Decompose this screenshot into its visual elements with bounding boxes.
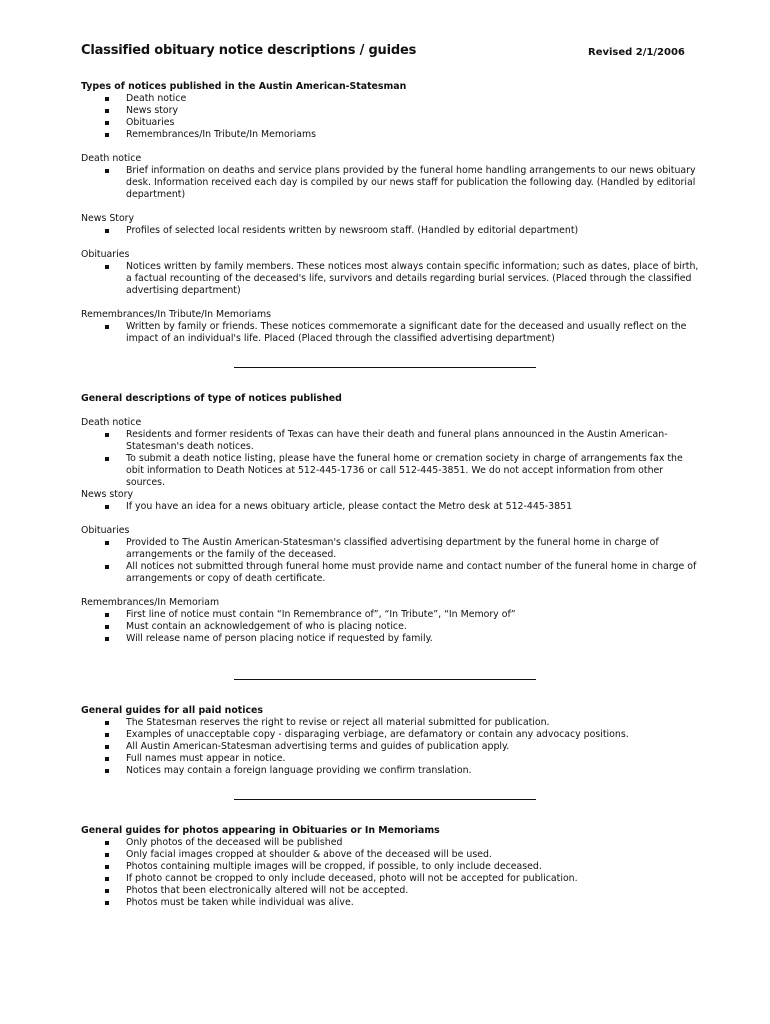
section-heading: Types of notices published in the Austin American-Statesman bbox=[81, 81, 407, 92]
list-item: Only photos of the deceased will be published bbox=[81, 837, 701, 849]
bullet-list bbox=[81, 837, 701, 909]
list-item: News story bbox=[81, 105, 701, 117]
list-item: Photos that been electronically altered will not be accepted. bbox=[81, 885, 701, 897]
section-heading: General descriptions of type of notices published bbox=[81, 393, 342, 404]
list-item: Brief information on deaths and service plans provided by the funeral home handling arrangements to our news obituary desk. Information received each day is compiled by our news staff for publication the following day. (Handled by editorial department) bbox=[81, 165, 701, 201]
list-item: Notices may contain a foreign language providing we confirm translation. bbox=[81, 765, 701, 777]
bullet-list bbox=[81, 321, 701, 345]
divider-rule bbox=[234, 367, 536, 368]
bullet-list bbox=[81, 225, 701, 237]
list-item: All notices not submitted through funeral home must provide name and contact number of the funeral home in charge of arrangements or copy of death certificate. bbox=[81, 561, 701, 585]
bullet-list bbox=[81, 429, 701, 489]
bullet-list bbox=[81, 93, 701, 141]
list-item: Will release name of person placing notice if requested by family. bbox=[81, 633, 701, 645]
list-item: Must contain an acknowledgement of who is placing notice. bbox=[81, 621, 701, 633]
subsection-heading: News Story bbox=[81, 213, 135, 224]
document-title: Classified obituary notice descriptions / guides bbox=[81, 43, 417, 58]
list-item: To submit a death notice listing, please have the funeral home or cremation society in charge of arrangements fax the obit information to Death Notices at 512-445-1736 or call 512-445-3851. We do not accept information from other sources. bbox=[81, 453, 701, 489]
remembrances-section bbox=[81, 309, 701, 345]
subsection-heading: Remembrances/In Tribute/In Memoriams bbox=[81, 309, 271, 320]
list-item: Provided to The Austin American-Statesman's classified advertising department by the funeral home in charge of arrangements or the family of the deceased. bbox=[81, 537, 701, 561]
news-story-section bbox=[81, 213, 701, 237]
bullet-list bbox=[81, 609, 701, 645]
list-item: First line of notice must contain “In Remembrance of”, “In Tribute”, “In Memory of” bbox=[81, 609, 701, 621]
list-item: Remembrances/In Tribute/In Memoriams bbox=[81, 129, 701, 141]
list-item: Residents and former residents of Texas can have their death and funeral plans announced in the Austin American-Statesman's death notices. bbox=[81, 429, 701, 453]
types-section bbox=[81, 81, 701, 141]
photos-section bbox=[81, 825, 701, 909]
list-item: All Austin American-Statesman advertising terms and guides of publication apply. bbox=[81, 741, 701, 753]
list-item: Photos containing multiple images will be cropped, if possible, to only include deceased. bbox=[81, 861, 701, 873]
divider-rule bbox=[234, 799, 536, 800]
list-item: Full names must appear in notice. bbox=[81, 753, 701, 765]
subsection-heading: Death notice bbox=[81, 153, 142, 164]
paid-notices-section bbox=[81, 705, 701, 777]
list-item: Notices written by family members. These notices most always contain specific information; such as dates, place of birth, a factual recounting of the deceased's life, survivors and details regarding burial services. (Placed through the classified advertising department) bbox=[81, 261, 701, 297]
bullet-list bbox=[81, 165, 701, 201]
subsection-heading: Obituaries bbox=[81, 525, 130, 536]
gd-death-notice-section bbox=[81, 417, 701, 489]
bullet-list bbox=[81, 717, 701, 777]
subsection-heading: Death notice bbox=[81, 417, 142, 428]
list-item: Photos must be taken while individual was alive. bbox=[81, 897, 701, 909]
list-item: The Statesman reserves the right to revise or reject all material submitted for publication. bbox=[81, 717, 701, 729]
section-heading: General guides for all paid notices bbox=[81, 705, 263, 716]
revision-date: Revised 2/1/2006 bbox=[588, 47, 685, 58]
list-item: Death notice bbox=[81, 93, 701, 105]
bullet-list bbox=[81, 261, 701, 297]
divider-rule bbox=[234, 679, 536, 680]
list-item: Written by family or friends. These notices commemorate a significant date for the deceased and usually reflect on the impact of an individual's life. Placed (Placed through the classified advertising department) bbox=[81, 321, 701, 345]
section-heading: General guides for photos appearing in Obituaries or In Memoriams bbox=[81, 825, 440, 836]
gd-obituaries-section bbox=[81, 525, 701, 585]
list-item: Only facial images cropped at shoulder & above of the deceased will be used. bbox=[81, 849, 701, 861]
list-item: If photo cannot be cropped to only include deceased, photo will not be accepted for publication. bbox=[81, 873, 701, 885]
subsection-heading: Obituaries bbox=[81, 249, 130, 260]
bullet-list bbox=[81, 537, 701, 585]
list-item: If you have an idea for a news obituary article, please contact the Metro desk at 512-445-3851 bbox=[81, 501, 701, 513]
list-item: Obituaries bbox=[81, 117, 701, 129]
bullet-list bbox=[81, 501, 701, 513]
list-item: Examples of unacceptable copy - disparaging verbiage, are defamatory or contain any advocacy positions. bbox=[81, 729, 701, 741]
subsection-heading: Remembrances/In Memoriam bbox=[81, 597, 220, 608]
list-item: Profiles of selected local residents written by newsroom staff. (Handled by editorial department) bbox=[81, 225, 701, 237]
gd-news-story-section bbox=[81, 489, 701, 513]
death-notice-section bbox=[81, 153, 701, 201]
obituaries-section bbox=[81, 249, 701, 297]
gd-remembrances-section bbox=[81, 597, 701, 645]
subsection-heading: News story bbox=[81, 489, 134, 500]
general-descriptions-heading-block bbox=[81, 393, 701, 405]
